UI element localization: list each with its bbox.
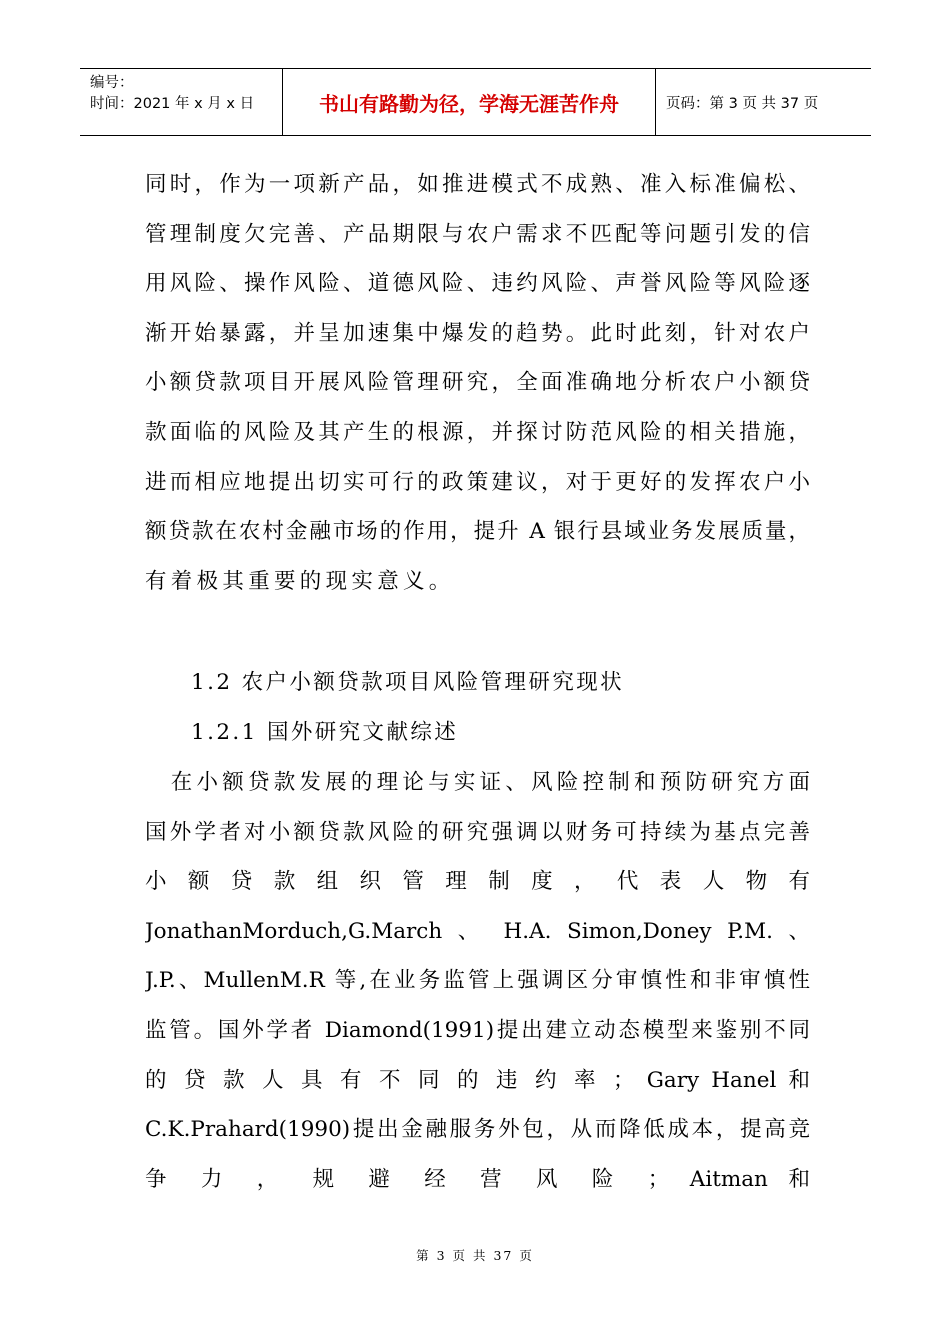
- serial-label: 编号：: [90, 75, 134, 91]
- header-meta: [90, 73, 254, 115]
- section-headings: [145, 658, 810, 757]
- text-line: 小额贷款项目开展风险管理研究，全面准确地分析农户小额贷: [145, 370, 810, 396]
- section-heading-1-2: 1.2 农户小额贷款项目风险管理研究现状: [191, 670, 625, 695]
- text-line: 监管。国外学者 Diamond(1991)提出建立动态模型来鉴别不同: [145, 1017, 810, 1043]
- text-line: 争 力 ， 规 避 经 营 风 险 ； Aitman 和: [145, 1166, 810, 1192]
- text-line: 用风险、操作风险、道德风险、违约风险、声誉风险等风险逐: [145, 271, 810, 297]
- text-line: 小 额 贷 款 组 织 管 理 制 度 ， 代 表 人 物 有: [145, 869, 810, 895]
- text-line: 的 贷 款 人 具 有 不 同 的 违 约 率 ； Gary Hanel 和: [145, 1067, 810, 1093]
- header-page-code: 页码：第 3 页 共 37 页: [666, 95, 819, 112]
- text-line: 款面临的风险及其产生的根源，并探讨防范风险的相关措施，: [145, 419, 810, 445]
- text-line: J.P.、MullenM.R 等,在业务监管上强调区分审慎性和非审慎性: [145, 968, 810, 994]
- page-footer: 第 3 页 共 37 页: [416, 1248, 534, 1263]
- body-paragraph-1: [145, 160, 810, 606]
- text-line: 额贷款在农村金融市场的作用，提升 A 银行县域业务发展质量，: [145, 519, 810, 545]
- section-heading-1-2-1: 1.2.1 国外研究文献综述: [191, 719, 459, 745]
- date-text: 时间：2021 年 x 月 x 日: [90, 96, 255, 112]
- page-header: [80, 68, 871, 136]
- text-line: 同时，作为一项新产品，如推进模式不成熟、准入标准偏松、: [145, 172, 810, 197]
- text-line: C.K.Prahard(1990)提出金融服务外包，从而降低成本，提高竞: [145, 1117, 810, 1143]
- text-line: 管理制度欠完善、产品期限与农户需求不匹配等问题引发的信: [145, 221, 810, 247]
- body-paragraph-2: [145, 758, 810, 1204]
- text-line: 有着极其重要的现实意义。: [145, 568, 455, 594]
- text-line: 渐开始暴露，并呈加速集中爆发的趋势。此时此刻，针对农户: [145, 320, 810, 346]
- text-line: JonathanMorduch,G.March 、 H.A. Simon,Doney P.M. 、: [145, 918, 810, 944]
- text-line: 在小额贷款发展的理论与实证、风险控制和预防研究方面: [145, 770, 810, 795]
- header-motto: 书山有路勤为径，学海无涯苦作舟: [319, 91, 619, 116]
- text-line: 国外学者对小额贷款风险的研究强调以财务可持续为基点完善: [145, 819, 810, 845]
- text-line: 进而相应地提出切实可行的政策建议，对于更好的发挥农户小: [145, 469, 810, 495]
